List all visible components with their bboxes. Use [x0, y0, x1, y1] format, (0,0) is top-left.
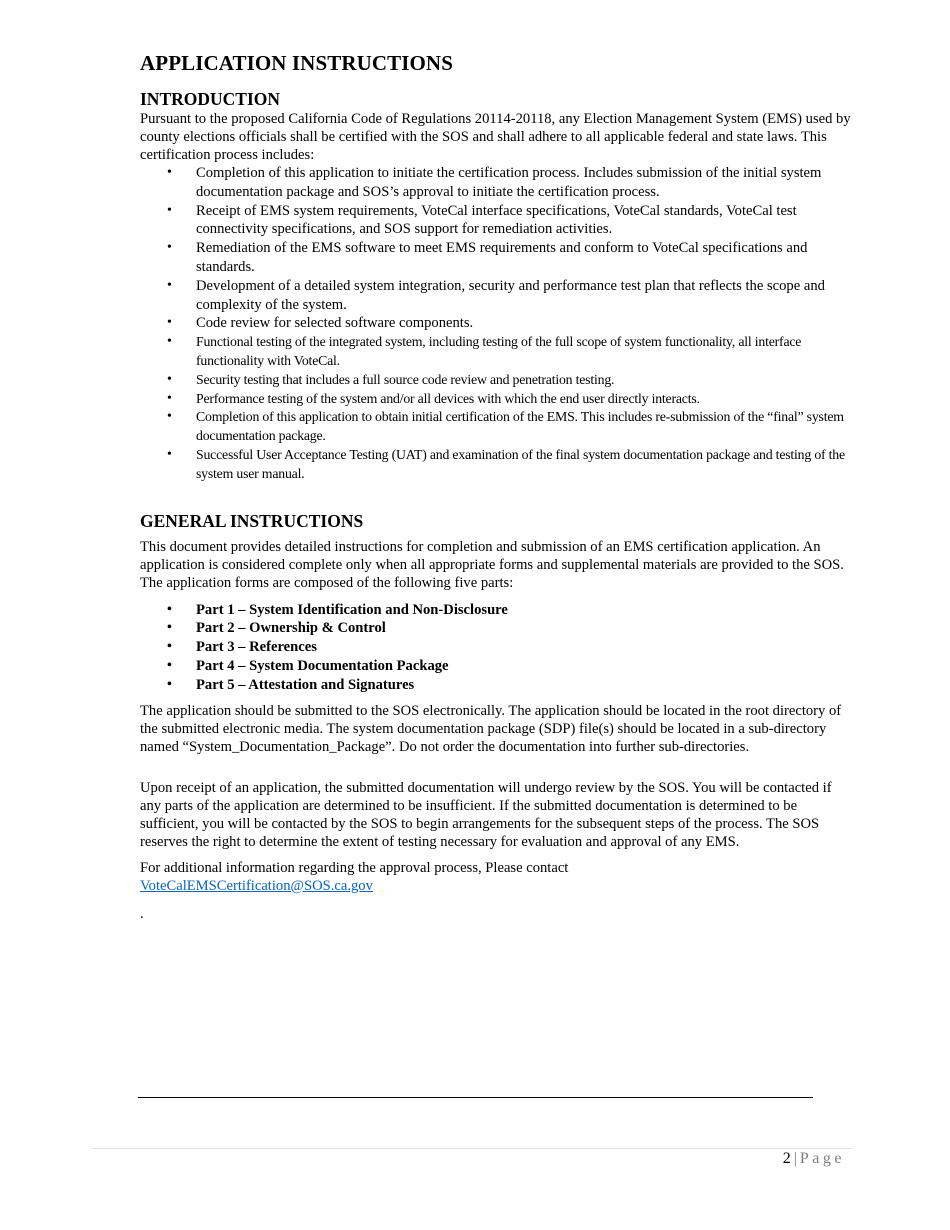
contact-text: For additional information regarding the approval process, Please contact: [140, 859, 569, 876]
list-item: • Performance testing of the system and/or all devices with which the end user directly interacts.: [140, 390, 852, 409]
list-item: • Part 5 – Attestation and Signatures: [140, 676, 852, 695]
footer-border: [92, 1148, 852, 1149]
list-item: • Development of a detailed system integration, security and performance test plan that reflects the scope and complexity of the system.: [140, 277, 852, 315]
list-item: • Receipt of EMS system requirements, VoteCal interface specifications, VoteCal standards, VoteCal test connectivity specifications, and SOS support for remediation activities.: [140, 202, 852, 240]
list-item: • Completion of this application to initiate the certification process. Includes submission of the initial system documentation package and SOS’s approval to initiate the certification process.: [140, 164, 852, 202]
list-item: • Part 4 – System Documentation Package: [140, 657, 852, 676]
introduction-heading: INTRODUCTION: [140, 89, 281, 109]
general-paragraph-3: Upon receipt of an application, the submitted documentation will undergo review by the SOS. You will be contacted if any parts of the application are determined to be insufficient. If the submitted documentation is determined to be sufficient, you will be contacted by the SOS to begin arrangements for the subsequent steps of the process. The SOS reserves the right to determine the extent of testing necessary for evaluation and approval of any EMS.: [140, 779, 832, 850]
trailing-dot: .: [140, 905, 144, 922]
general-paragraph-1: This document provides detailed instructions for completion and submission of an EMS certification application. An application is considered complete only when all appropriate forms and supplemental materials are provided to the SOS. The application forms are composed of the following five parts:: [140, 538, 844, 591]
list-item: • Successful User Acceptance Testing (UAT) and examination of the final system documentation package and testing of the system user manual.: [140, 446, 852, 484]
list-item: • Part 2 – Ownership & Control: [140, 619, 852, 638]
page-label: Page: [799, 1150, 845, 1167]
list-item: • Part 1 – System Identification and Non-Disclosure: [140, 601, 852, 620]
page-number: 2: [782, 1150, 791, 1167]
list-item: • Security testing that includes a full source code review and penetration testing.: [140, 371, 852, 390]
contact-paragraph: [140, 859, 852, 895]
general-instructions-heading: GENERAL INSTRUCTIONS: [140, 510, 364, 531]
application-parts-list: [140, 601, 852, 695]
list-item: • Code review for selected software components.: [140, 314, 852, 333]
list-item: • Completion of this application to obtain initial certification of the EMS. This includes re-submission of the “final” system documentation package.: [140, 408, 852, 446]
page-title: APPLICATION INSTRUCTIONS: [140, 51, 453, 75]
contact-email-link[interactable]: VoteCalEMSCertification@SOS.ca.gov: [140, 877, 373, 894]
list-item: • Part 3 – References: [140, 638, 852, 657]
list-item: • Functional testing of the integrated system, including testing of the full scope of system functionality, all interface functionality with VoteCal.: [140, 333, 852, 371]
page-content: [140, 50, 852, 923]
page-separator: |: [793, 1150, 797, 1167]
footer-divider: [138, 1097, 813, 1098]
certification-steps-list: [140, 164, 852, 484]
introduction-paragraph: Pursuant to the proposed California Code of Regulations 20114-20118, any Election Management System (EMS) used by county elections officials shall be certified with the SOS and shall adhere to all applicable federal and state laws. This certification process includes:: [140, 111, 851, 163]
list-item: • Remediation of the EMS software to meet EMS requirements and conform to VoteCal specifications and standards.: [140, 239, 852, 277]
page-footer: [783, 1150, 845, 1168]
general-paragraph-2: The application should be submitted to the SOS electronically. The application should be located in the root directory of the submitted electronic media. The system documentation package (SDP) file(s) should be located in a sub-directory named “System_Documentation_Package”. Do not order the documentation into further sub-directories.: [140, 702, 842, 755]
